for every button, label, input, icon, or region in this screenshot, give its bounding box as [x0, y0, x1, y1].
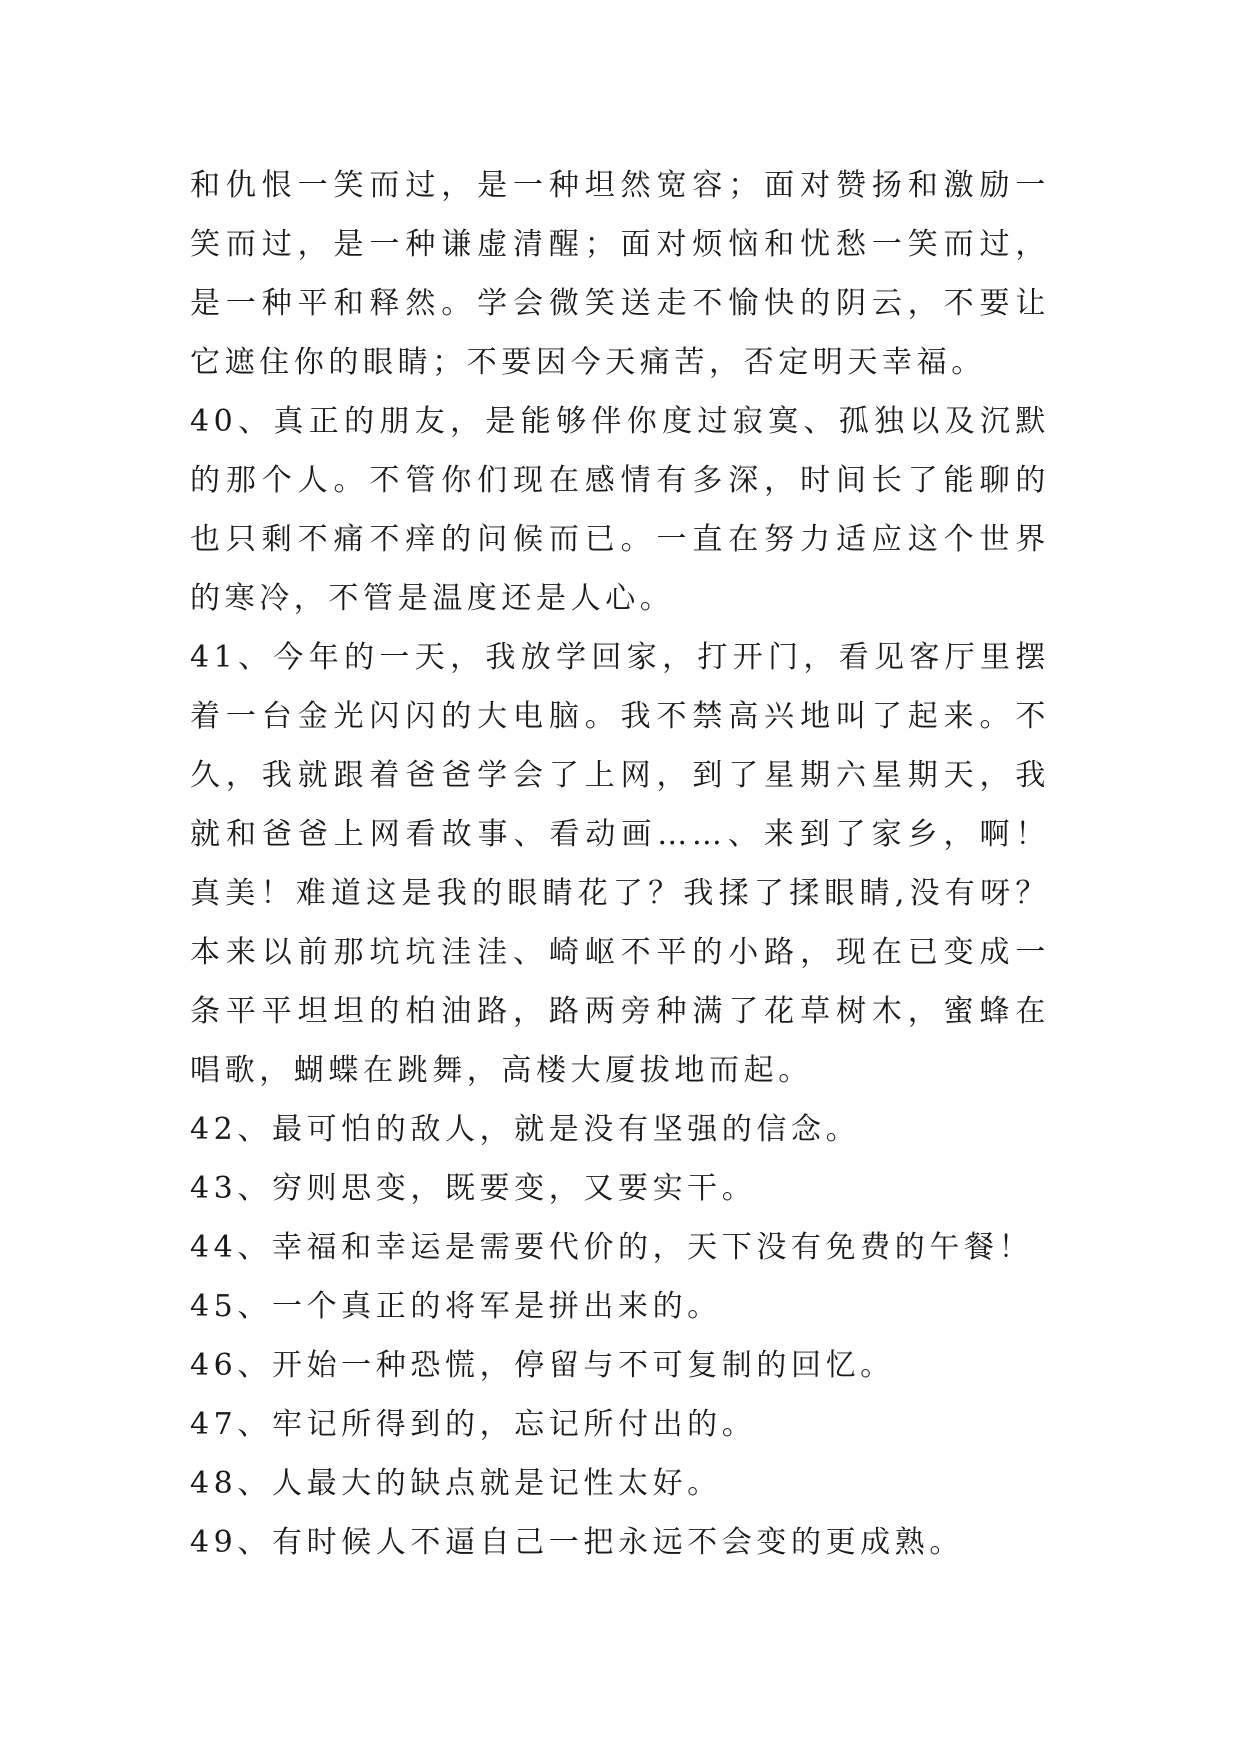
paragraph-49: 49、有时候人不逼自己一把永远不会变的更成熟。 [190, 1525, 964, 1560]
paragraph-45: 45、一个真正的将军是拼出来的。 [190, 1289, 722, 1324]
paragraph-41: 41、今年的一天，我放学回家，打开门，看见客厅里摆着一台金光闪闪的大电脑。我不禁高兴地叫了起来。不久，我就跟着爸爸学会了上网，到了星期六星期天，我就和爸爸上网看故事、看动画……、来到了家乡，啊！真美！难道这是我的眼睛花了？我揉了揉眼睛,没有呀？本来以前那坑坑洼洼、崎岖不平的小路，现在已变成一条平平坦坦的柏油路，路两旁种满了花草树木，蜜蜂在唱歌，蝴蝶在跳舞，高楼大厦拔地而起。 [190, 640, 1050, 1088]
paragraph-42: 42、最可怕的敌人，就是没有坚强的信念。 [190, 1112, 861, 1147]
paragraph-47: 47、牢记所得到的，忘记所付出的。 [190, 1407, 757, 1442]
paragraph-48: 48、人最大的缺点就是记性太好。 [190, 1466, 722, 1501]
paragraph-44: 44、幸福和幸运是需要代价的，天下没有免费的午餐！ [190, 1230, 1034, 1265]
paragraph-40: 40、真正的朋友，是能够伴你度过寂寞、孤独以及沉默的那个人。不管你们现在感情有多深，时间长了能聊的也只剩不痛不痒的问候而已。一直在努力适应这个世界的寒冷，不管是温度还是人心。 [190, 404, 1050, 616]
paragraph-43: 43、穷则思变，既要变，又要实干。 [190, 1171, 757, 1206]
paragraph-continuation: 和仇恨一笑而过，是一种坦然宽容；面对赞扬和激励一笑而过，是一种谦虚清醒；面对烦恼和忧愁一笑而过，是一种平和释然。学会微笑送走不愉快的阴云，不要让它遮住你的眼睛；不要因今天痛苦，否定明天幸福。 [190, 168, 1050, 380]
paragraph-46: 46、开始一种恐慌，停留与不可复制的回忆。 [190, 1348, 895, 1383]
document-body [190, 156, 1050, 1572]
